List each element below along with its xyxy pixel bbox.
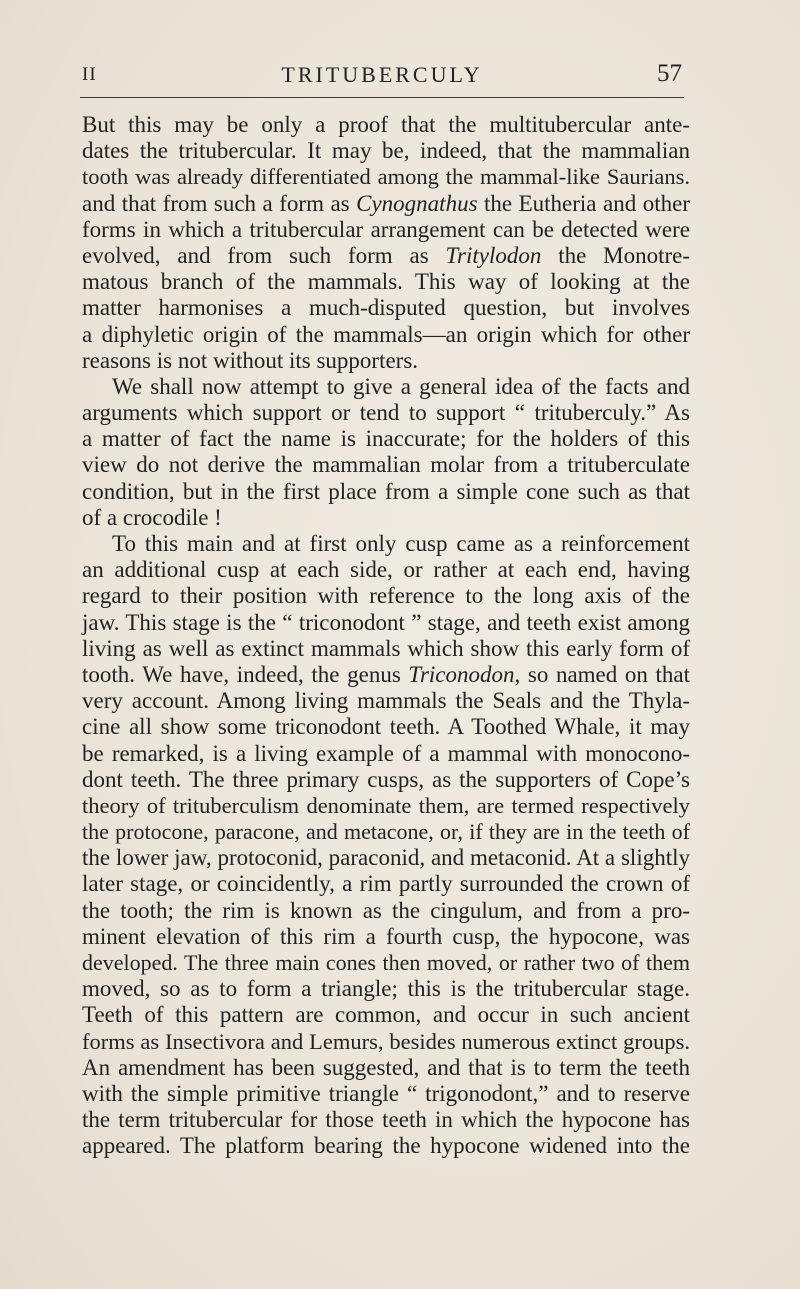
text-line: living as well as extinct mammals which show this early form of bbox=[82, 635, 690, 661]
text-line: a matter of fact the name is inaccurate; for the holders of this bbox=[82, 426, 690, 452]
header-rule bbox=[80, 97, 684, 98]
text-line: To this main and at first only cusp came as a reinforcement bbox=[112, 531, 690, 556]
page-number: 57 bbox=[657, 60, 682, 87]
running-head bbox=[82, 62, 682, 90]
text-line: and that from such a form as Cynognathus the Eutheria and other bbox=[82, 190, 690, 216]
text-line: the lower jaw, protoconid, paraconid, and metaconid. At a slightly bbox=[82, 845, 690, 871]
chapter-number: II bbox=[82, 64, 97, 85]
text-line: very account. Among living mammals the Seals and the Thyla- bbox=[82, 688, 690, 714]
text-line: We shall now attempt to give a general idea of the facts and bbox=[112, 373, 690, 399]
text-line: be remarked, is a living example of a mammal with monocono- bbox=[82, 740, 690, 766]
text-line: a diphyletic origin of the mammals—an origin which for other bbox=[82, 321, 690, 347]
text-line: regard to their position with reference to the long axis of the bbox=[82, 583, 690, 609]
text-line: tooth was already differentiated among the mammal-like Saurians. bbox=[82, 164, 690, 190]
running-title: TRITUBERCULY bbox=[281, 62, 483, 87]
text-line: moved, so as to form a triangle; this is the tritubercular stage. bbox=[82, 976, 690, 1002]
text-line: arguments which support or tend to support “ trituberculy.” As bbox=[82, 400, 690, 426]
text-line: view do not derive the mammalian molar from a trituberculate bbox=[82, 452, 690, 478]
text-line: jaw. This stage is the “ triconodont ” stage, and teeth exist among bbox=[82, 609, 690, 635]
text-line: theory of trituberculism denominate them, are termed respectively bbox=[82, 792, 690, 818]
text-line: developed. The three main cones then moved, or rather two of them bbox=[82, 950, 690, 975]
text-line: tooth. We have, indeed, the genus Triconodon, so named on that bbox=[82, 661, 690, 687]
text-line: forms as Insectivora and Lemurs, besides numerous extinct groups. bbox=[82, 1028, 690, 1054]
text-line: an additional cusp at each side, or rather at each end, having bbox=[82, 557, 690, 583]
text-line: appeared. The platform bearing the hypocone widened into the bbox=[82, 1133, 690, 1159]
text-line: the term tritubercular for those teeth in which the hypocone has bbox=[82, 1107, 690, 1133]
text-line: matous branch of the mammals. This way of looking at the bbox=[82, 269, 690, 295]
text-line: the tooth; the rim is known as the cingulum, and from a pro- bbox=[82, 897, 690, 923]
text-line: with the simple primitive triangle “ trigonodont,” and to reserve bbox=[82, 1080, 690, 1106]
text-line: minent elevation of this rim a fourth cusp, the hypocone, was bbox=[82, 923, 690, 949]
text-line: condition, but in the first place from a simple cone such as that bbox=[82, 478, 690, 504]
text-line: of a crocodile ! bbox=[82, 504, 222, 530]
text-line: Teeth of this pattern are common, and occur in such ancient bbox=[82, 1002, 690, 1028]
text-line: But this may be only a proof that the multitubercular ante- bbox=[82, 112, 690, 137]
text-line: the protocone, paracone, and metacone, or, if they are in the teeth of bbox=[82, 819, 690, 845]
text-line: forms in which a tritubercular arrangement can be detected were bbox=[82, 216, 690, 242]
text-line: evolved, and from such form as Tritylodon the Monotre- bbox=[82, 242, 690, 268]
text-line: matter harmonises a much-disputed question, but involves bbox=[82, 295, 690, 321]
body-text bbox=[82, 112, 690, 1160]
text-line: An amendment has been suggested, and that is to term the teeth bbox=[82, 1054, 690, 1080]
text-line: cine all show some triconodont teeth. A Toothed Whale, it may bbox=[82, 714, 690, 740]
text-line: reasons is not without its supporters. bbox=[82, 347, 419, 373]
text-line: dates the tritubercular. It may be, indeed, that the mammalian bbox=[82, 138, 690, 164]
text-line: later stage, or coincidently, a rim partly surrounded the crown of bbox=[82, 871, 690, 897]
text-line: dont teeth. The three primary cusps, as the supporters of Cope’s bbox=[82, 766, 690, 792]
